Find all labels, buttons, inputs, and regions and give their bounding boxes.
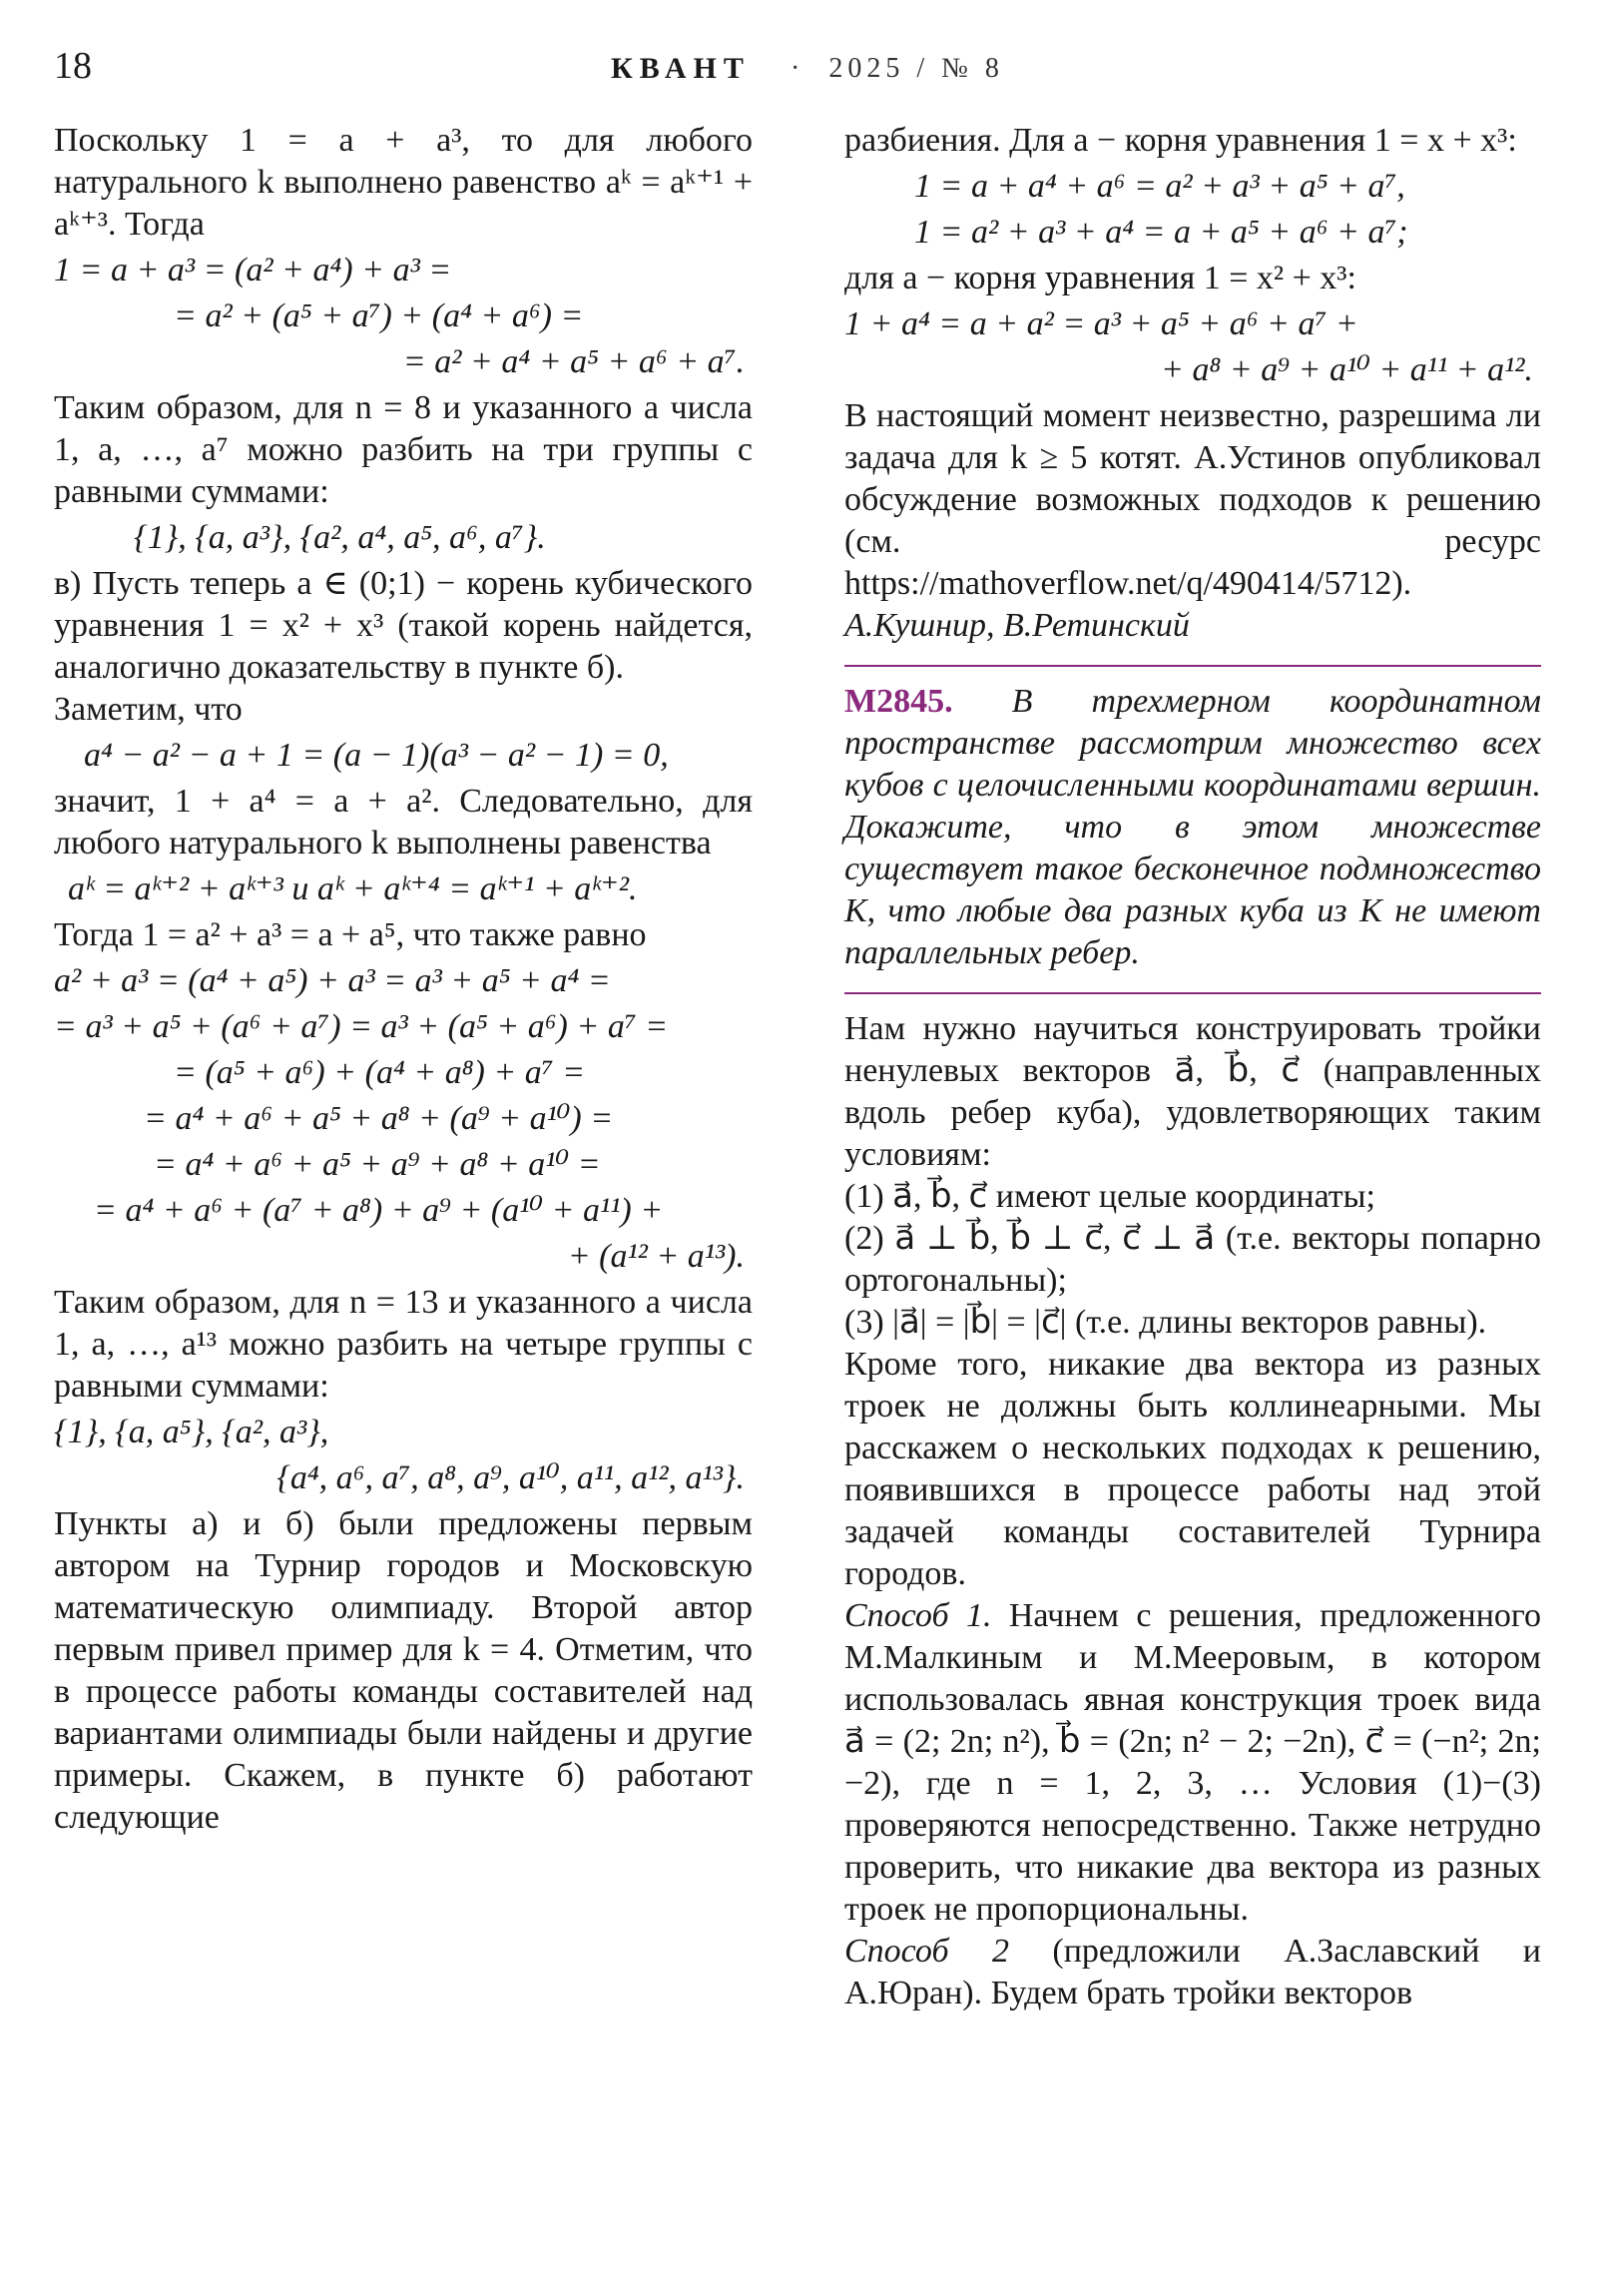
formula: 1 + a⁴ = a + a² = a³ + a⁵ + a⁶ + a⁷ + <box>844 305 1358 342</box>
method-text: (предложили А.Заславский и А.Юран). Будем брать тройки векторов <box>844 1933 1541 2011</box>
header-separator: · <box>791 53 805 84</box>
page-number: 18 <box>54 45 92 87</box>
formula: = a² + a⁴ + a⁵ + a⁶ + a⁷. <box>402 343 745 380</box>
section-divider <box>844 992 1541 994</box>
paragraph <box>844 1595 1541 1931</box>
paragraph: Кроме того, никакие два вектора из разных троек не должны быть коллинеарными. Мы расскажем о нескольких подходах к решению, появившихся в процессе работы над этой задачей команды составителей Турнира городов. <box>844 1346 1541 1592</box>
condition-item: (3) |a⃗| = |b⃗| = |c⃗| (т.е. длины векторов равны). <box>844 1304 1487 1341</box>
problem-statement <box>844 681 1541 974</box>
journal-title: КВАНТ <box>611 52 751 85</box>
paragraph: Тогда 1 = a² + a³ = a + a⁵, что также равно <box>54 916 647 953</box>
formula: {a⁴, a⁶, a⁷, a⁸, a⁹, a¹⁰, a¹¹, a¹², a¹³}. <box>276 1459 745 1496</box>
authors-signature: А.Кушнир, В.Ретинский <box>844 607 1190 644</box>
method-label: Способ 2 <box>844 1933 1009 1970</box>
paragraph: Таким образом, для n = 13 и указанного a числа 1, a, …, a¹³ можно разбить на четыре группы с равными суммами: <box>54 1284 753 1405</box>
formula: + (a¹² + a¹³). <box>567 1238 745 1275</box>
problem-text: В трехмерном координатном пространстве рассмотрим множество всех кубов с целочисленными координатами вершин. Докажите, что в этом множестве существует такое бесконечное подмножество K, что любые два разных куба из K не имеют параллельных ребер. <box>844 683 1541 971</box>
right-column <box>844 120 1541 2014</box>
paragraph <box>844 1931 1541 2014</box>
method-text: Начнем с решения, предложенного М.Малкиным и М.Мееровым, в котором использовалась явная конструкция троек вида a⃗ = (2; 2n; n²), b⃗ = (2n; n² − 2; −2n), c⃗ = (−n²; 2n; −2), где n = 1, 2, 3, … Условия (1)−(3) проверяются непосредственно. Также нетрудно проверить, что никакие два вектора из разных троек не пропорциональны. <box>844 1597 1541 1928</box>
formula: = a³ + a⁵ + (a⁶ + a⁷) = a³ + (a⁵ + a⁶) + a⁷ = <box>54 1008 669 1045</box>
condition-item: (2) a⃗ ⊥ b⃗, b⃗ ⊥ c⃗, c⃗ ⊥ a⃗ (т.е. векторы попарно ортогональны); <box>844 1220 1541 1299</box>
paragraph: значит, 1 + a⁴ = a + a². Следовательно, для любого натурального k выполнены равенства <box>54 783 753 861</box>
problem-number: M2845. <box>844 683 953 720</box>
journal-issue <box>791 53 1004 85</box>
formula: + a⁸ + a⁹ + a¹⁰ + a¹¹ + a¹². <box>1161 351 1533 388</box>
formula: a² + a³ = (a⁴ + a⁵) + a³ = a³ + a⁵ + a⁴ = <box>54 962 611 999</box>
formula: a⁴ − a² − a + 1 = (a − 1)(a³ − a² − 1) = 0, <box>84 737 669 774</box>
formula: 1 = a + a³ = (a² + a⁴) + a³ = <box>54 252 452 288</box>
formula: = (a⁵ + a⁶) + (a⁴ + a⁸) + a⁷ = <box>174 1054 586 1091</box>
formula: aᵏ = aᵏ⁺² + aᵏ⁺³ и aᵏ + aᵏ⁺⁴ = aᵏ⁺¹ + aᵏ⁺². <box>68 870 638 907</box>
issue-number: 2025 / № 8 <box>828 53 1004 84</box>
formula: {1}, {a, a³}, {a², a⁴, a⁵, a⁶, a⁷}. <box>134 519 546 556</box>
paragraph: разбиения. Для a − корня уравнения 1 = x + x³: <box>844 122 1517 159</box>
paragraph: в) Пусть теперь a ∈ (0;1) − корень кубического уравнения 1 = x² + x³ (такой корень найдется, аналогично доказательству в пункте б). <box>54 565 753 686</box>
formula: = a⁴ + a⁶ + a⁵ + a⁸ + (a⁹ + a¹⁰) = <box>144 1100 614 1137</box>
paragraph: Пункты а) и б) были предложены первым автором на Турнир городов и Московскую математическую олимпиаду. Второй автор первым привел пример для k = 4. Отметим, что в процессе работы команды составителей над вариантами олимпиады были найдены и другие примеры. Скажем, в пункте б) работают следующие <box>54 1505 753 1836</box>
paragraph: Поскольку 1 = a + a³, то для любого натурального k выполнено равенство aᵏ = aᵏ⁺¹ + aᵏ⁺³. Тогда <box>54 122 753 243</box>
formula: 1 = a + a⁴ + a⁶ = a² + a³ + a⁵ + a⁷, <box>914 168 1405 205</box>
condition-item: (1) a⃗, b⃗, c⃗ имеют целые координаты; <box>844 1178 1375 1215</box>
left-column <box>54 120 753 1839</box>
paragraph: для a − корня уравнения 1 = x² + x³: <box>844 260 1356 296</box>
formula: {1}, {a, a⁵}, {a², a³}, <box>54 1414 329 1450</box>
method-label: Способ 1. <box>844 1597 992 1634</box>
paragraph: Нам нужно научиться конструировать тройки ненулевых векторов a⃗, b⃗, c⃗ (направленных вдоль ребер куба), удовлетворяющих таким условиям: <box>844 1010 1541 1173</box>
section-divider <box>844 665 1541 667</box>
paragraph: Таким образом, для n = 8 и указанного a числа 1, a, …, a⁷ можно разбить на три группы с равными суммами: <box>54 389 753 510</box>
paragraph: Заметим, что <box>54 691 243 728</box>
formula: = a⁴ + a⁶ + (a⁷ + a⁸) + a⁹ + (a¹⁰ + a¹¹) + <box>94 1192 664 1229</box>
formula: 1 = a² + a³ + a⁴ = a + a⁵ + a⁶ + a⁷; <box>914 214 1408 251</box>
formula: = a⁴ + a⁶ + a⁵ + a⁹ + a⁸ + a¹⁰ = <box>154 1146 601 1183</box>
paragraph: В настоящий момент неизвестно, разрешима ли задача для k ≥ 5 котят. А.Устинов опубликовал обсуждение возможных подходов к решению (см. ресурс https://mathoverflow.net/q/490414/5712). <box>844 397 1541 602</box>
formula: = a² + (a⁵ + a⁷) + (a⁴ + a⁶) = <box>174 297 584 334</box>
